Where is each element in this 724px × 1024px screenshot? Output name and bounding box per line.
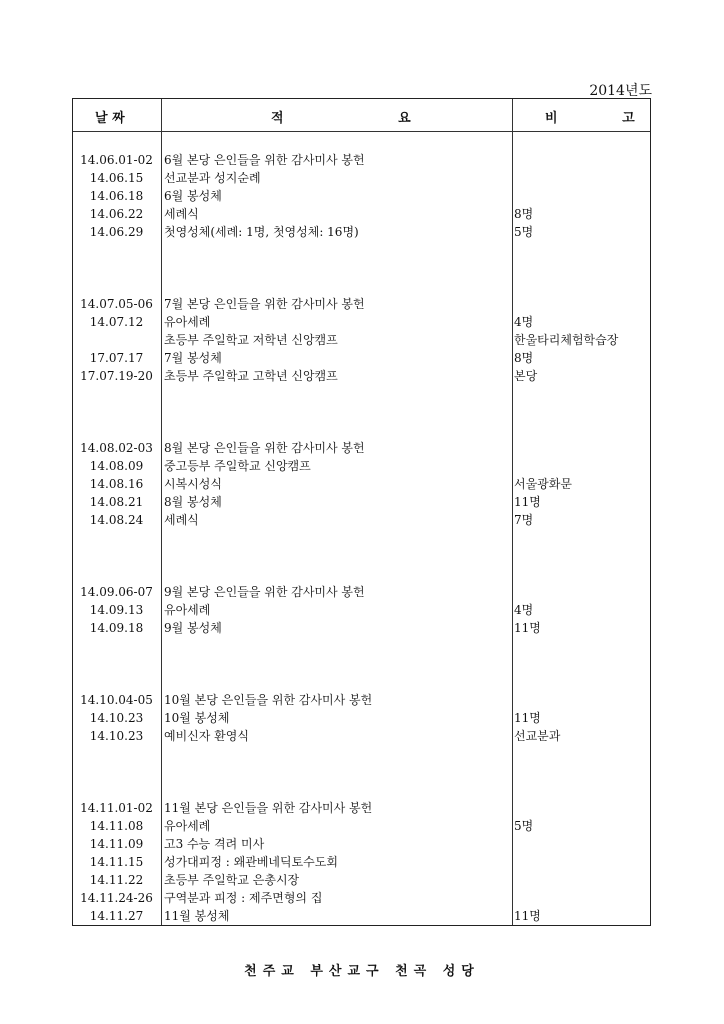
row-date: 14.06.22 bbox=[89, 207, 144, 221]
table-row bbox=[73, 727, 650, 745]
row-date: 14.11.27 bbox=[89, 909, 144, 923]
row-description: 선교분과 성지순례 bbox=[164, 171, 261, 185]
table-row bbox=[73, 583, 650, 601]
year-label: 2014년도 bbox=[589, 83, 652, 99]
row-description: 첫영성체(세례: 1명, 첫영성체: 16명) bbox=[164, 225, 359, 239]
table-row bbox=[73, 331, 650, 349]
row-note: 4명 bbox=[514, 603, 534, 617]
row-description: 유아세례 bbox=[164, 819, 211, 833]
row-date: 14.08.21 bbox=[89, 495, 144, 509]
row-note: 8명 bbox=[514, 351, 534, 365]
header-date: 날 짜 bbox=[95, 111, 125, 126]
row-note: 4명 bbox=[514, 315, 534, 329]
table-row bbox=[73, 511, 650, 529]
row-date: 14.06.29 bbox=[89, 225, 144, 239]
row-date: 14.10.23 bbox=[89, 711, 144, 725]
activity-table bbox=[72, 98, 651, 926]
row-description: 초등부 주일학교 은총시장 bbox=[164, 873, 300, 887]
row-note: 11명 bbox=[514, 909, 541, 923]
row-description: 7월 본당 은인들을 위한 감사미사 봉헌 bbox=[164, 297, 365, 311]
table-row bbox=[73, 691, 650, 709]
row-date: 14.06.15 bbox=[89, 171, 144, 185]
row-description: 유아세례 bbox=[164, 603, 211, 617]
row-description: 예비신자 환영식 bbox=[164, 729, 249, 743]
row-note: 한울타리체험학습장 bbox=[514, 333, 619, 347]
row-description: 시복시성식 bbox=[164, 477, 222, 491]
table-row bbox=[73, 439, 650, 457]
row-date: 14.09.13 bbox=[89, 603, 144, 617]
table-row bbox=[73, 205, 650, 223]
row-date: 14.11.08 bbox=[89, 819, 144, 833]
row-description: 6월 본당 은인들을 위한 감사미사 봉헌 bbox=[164, 153, 365, 167]
row-date: 14.08.02-03 bbox=[80, 441, 153, 455]
table-row bbox=[73, 313, 650, 331]
header-desc: 적 요 bbox=[271, 111, 411, 126]
row-description: 8월 본당 은인들을 위한 감사미사 봉헌 bbox=[164, 441, 365, 455]
row-date: 17.07.19-20 bbox=[80, 369, 153, 383]
row-description: 6월 봉성체 bbox=[164, 189, 222, 203]
row-date: 14.08.24 bbox=[89, 513, 144, 527]
table-row bbox=[73, 601, 650, 619]
row-note: 11명 bbox=[514, 711, 541, 725]
row-note: 5명 bbox=[514, 819, 534, 833]
row-date: 14.06.18 bbox=[89, 189, 144, 203]
row-description: 8월 봉성체 bbox=[164, 495, 222, 509]
row-date: 14.08.09 bbox=[89, 459, 144, 473]
parish-footer: 천주교 부산교구 천곡 성당 bbox=[244, 964, 480, 979]
row-description: 11월 봉성체 bbox=[164, 909, 230, 923]
table-row bbox=[73, 871, 650, 889]
row-note: 7명 bbox=[514, 513, 534, 527]
row-date: 14.07.12 bbox=[89, 315, 144, 329]
row-description: 7월 봉성체 bbox=[164, 351, 222, 365]
row-description: 중고등부 주일학교 신앙캠프 bbox=[164, 459, 311, 473]
row-date: 17.07.17 bbox=[89, 351, 144, 365]
row-date: 14.11.24-26 bbox=[80, 891, 153, 905]
row-date: 14.09.06-07 bbox=[80, 585, 153, 599]
table-row bbox=[73, 493, 650, 511]
row-description: 세례식 bbox=[164, 207, 199, 221]
table-header bbox=[73, 99, 650, 132]
row-date: 14.11.09 bbox=[89, 837, 144, 851]
row-date: 14.10.04-05 bbox=[80, 693, 153, 707]
row-note: 본당 bbox=[514, 369, 538, 383]
table-row bbox=[73, 187, 650, 205]
row-note: 선교분과 bbox=[514, 729, 561, 743]
table-row bbox=[73, 835, 650, 853]
header-note: 비 고 bbox=[545, 111, 635, 126]
table-row bbox=[73, 853, 650, 871]
table-row bbox=[73, 223, 650, 241]
row-description: 초등부 주일학교 저학년 신앙캠프 bbox=[164, 333, 338, 347]
row-date: 14.08.16 bbox=[89, 477, 144, 491]
row-description: 9월 본당 은인들을 위한 감사미사 봉헌 bbox=[164, 585, 365, 599]
table-row bbox=[73, 619, 650, 637]
table-row bbox=[73, 457, 650, 475]
row-date: 14.11.15 bbox=[89, 855, 144, 869]
row-date: 14.11.22 bbox=[89, 873, 144, 887]
row-description: 9월 봉성체 bbox=[164, 621, 222, 635]
table-row bbox=[73, 349, 650, 367]
row-description: 초등부 주일학교 고학년 신앙캠프 bbox=[164, 369, 338, 383]
row-description: 유아세례 bbox=[164, 315, 211, 329]
row-note: 8명 bbox=[514, 207, 534, 221]
row-date: 14.10.23 bbox=[89, 729, 144, 743]
row-description: 구역분과 피정 : 제주면형의 집 bbox=[164, 891, 323, 905]
row-note: 서울광화문 bbox=[514, 477, 572, 491]
row-date: 14.06.01-02 bbox=[80, 153, 153, 167]
row-note: 11명 bbox=[514, 621, 541, 635]
row-description: 세례식 bbox=[164, 513, 199, 527]
table-row bbox=[73, 367, 650, 385]
table-row bbox=[73, 169, 650, 187]
table-row bbox=[73, 709, 650, 727]
table-row bbox=[73, 799, 650, 817]
row-date: 14.11.01-02 bbox=[80, 801, 153, 815]
row-description: 11월 본당 은인들을 위한 감사미사 봉헌 bbox=[164, 801, 373, 815]
row-note: 11명 bbox=[514, 495, 541, 509]
table-row bbox=[73, 889, 650, 907]
row-date: 14.07.05-06 bbox=[80, 297, 153, 311]
row-date: 14.09.18 bbox=[89, 621, 144, 635]
table-row bbox=[73, 475, 650, 493]
row-description: 10월 봉성체 bbox=[164, 711, 230, 725]
table-row bbox=[73, 295, 650, 313]
row-description: 10월 본당 은인들을 위한 감사미사 봉헌 bbox=[164, 693, 373, 707]
table-row bbox=[73, 151, 650, 169]
row-description: 고3 수능 격려 미사 bbox=[164, 837, 265, 851]
row-description: 성가대피정 : 왜관베네딕토수도회 bbox=[164, 855, 338, 869]
table-row bbox=[73, 907, 650, 925]
row-note: 5명 bbox=[514, 225, 534, 239]
table-row bbox=[73, 817, 650, 835]
